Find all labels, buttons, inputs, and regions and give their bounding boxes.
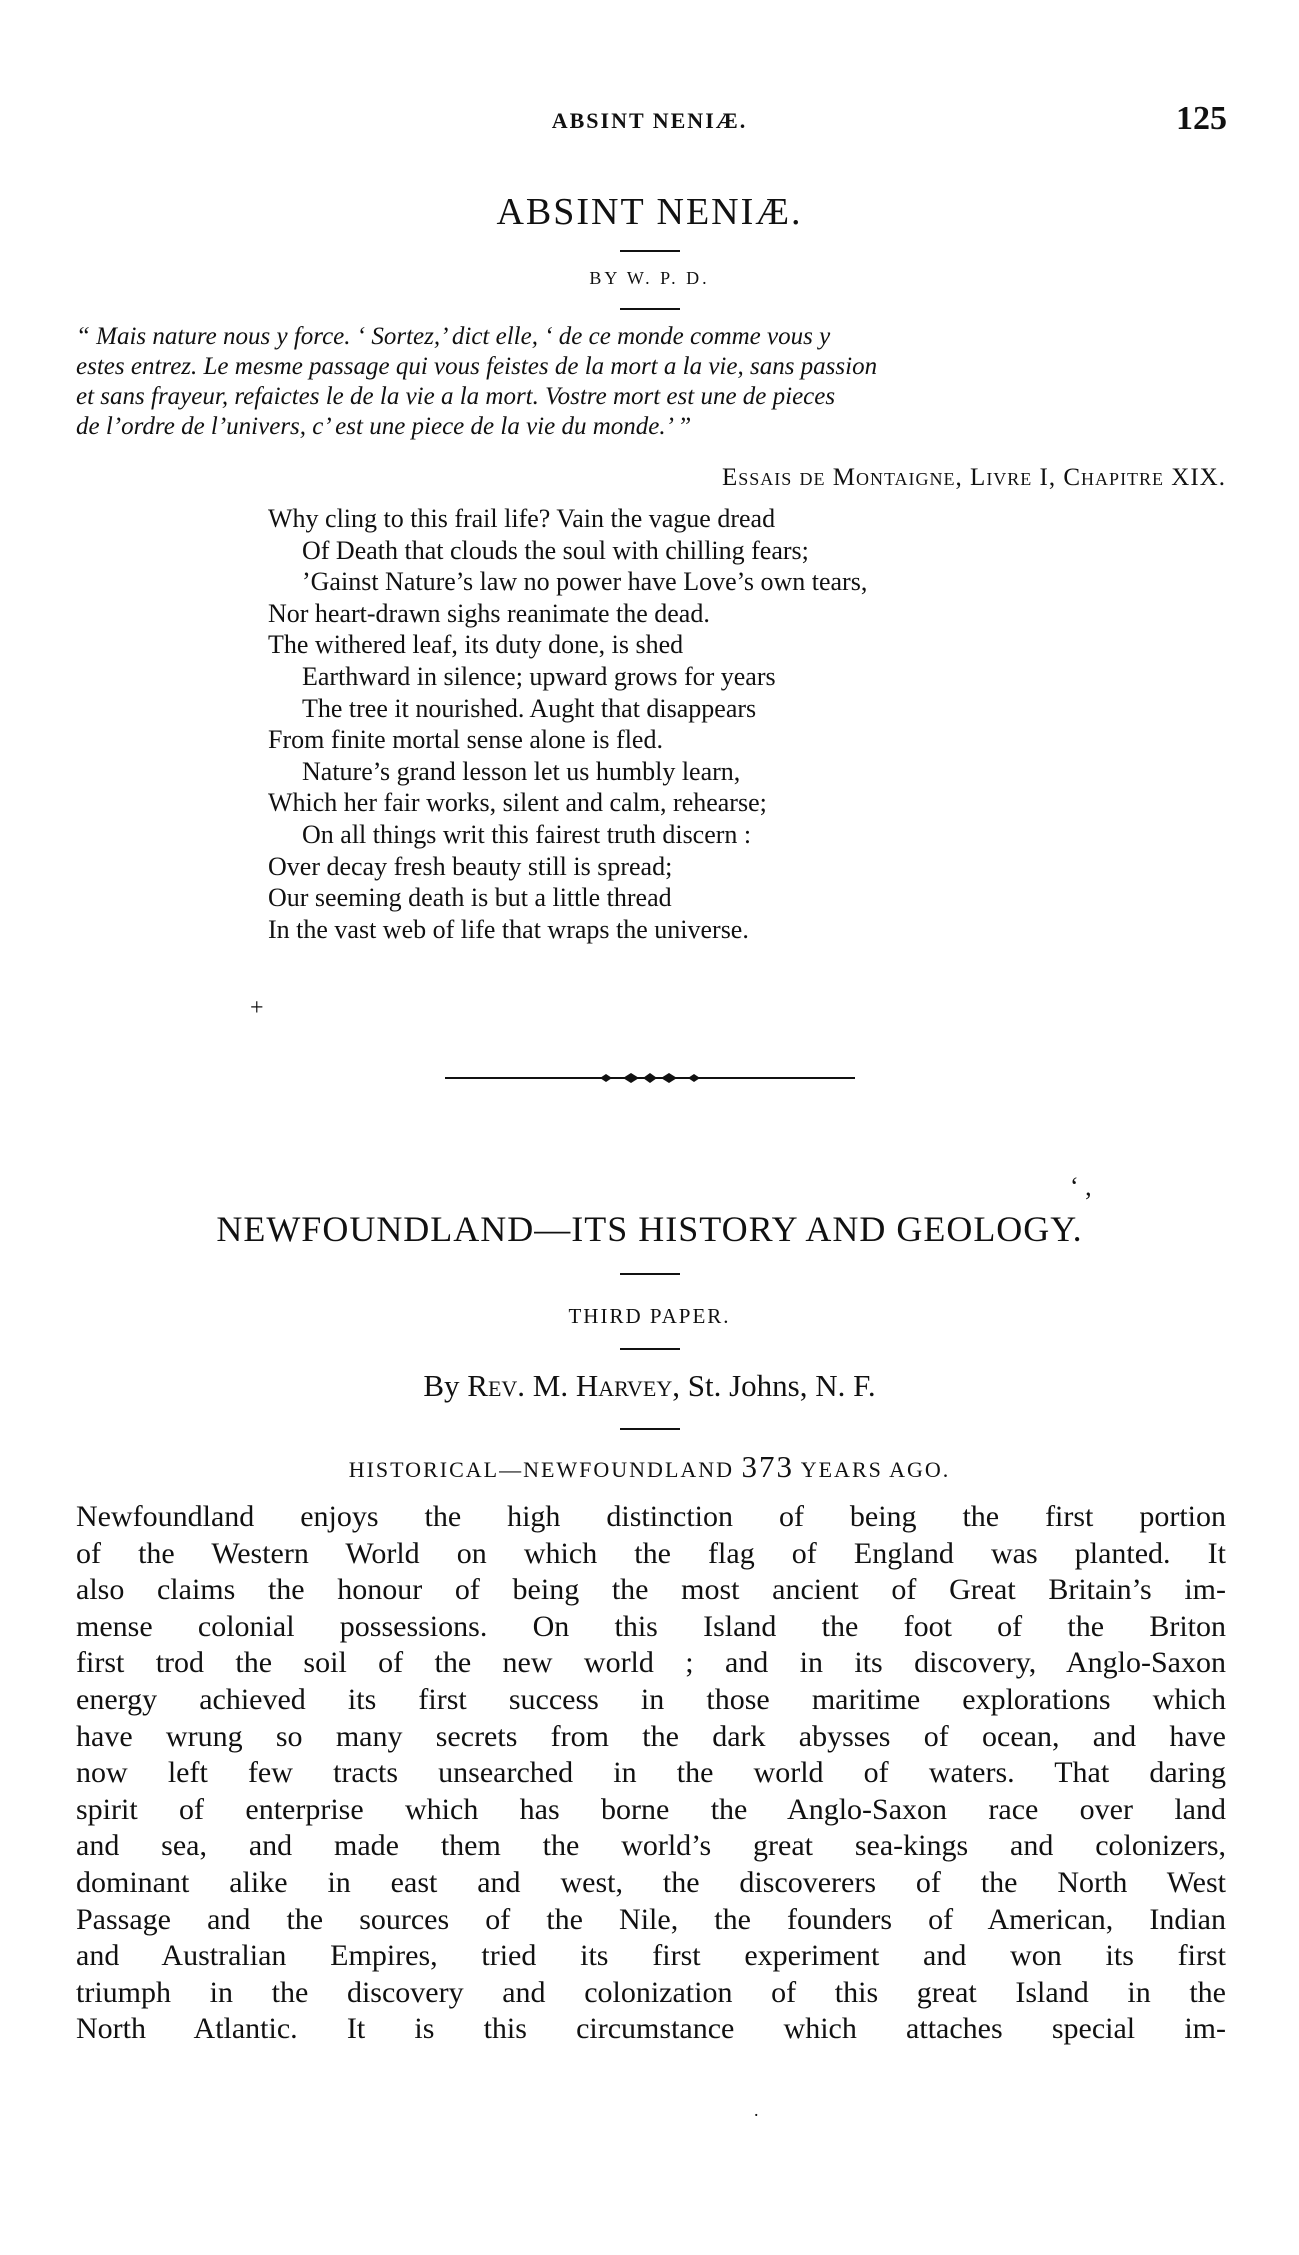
byline-rule — [620, 1428, 680, 1430]
poem-line: Which her fair works, silent and calm, rehearse; — [268, 788, 767, 818]
poem-title: ABSINT NENIÆ. — [496, 191, 803, 233]
body-line: and Australian Empires, tried its first experiment and won its first — [76, 1939, 1226, 1973]
page-number: 125 — [1176, 100, 1227, 137]
poem-line: Of Death that clouds the soul with chilling fears; — [302, 535, 809, 565]
poem-line: On all things writ this fairest truth discern : — [302, 819, 752, 849]
section-heading-year-count: 373 — [741, 1449, 795, 1484]
author-name: Rev. M. Harvey — [467, 1368, 673, 1403]
section-heading — [0, 1449, 1299, 1485]
stray-mark: + — [250, 995, 264, 1021]
poem-line: Why cling to this frail life? Vain the vague dread — [268, 504, 776, 533]
epigraph-line: de l’ordre de l’univers, c’ est une piece de la vie du monde.’ ” — [76, 413, 692, 440]
body-line: triumph in the discovery and colonization of this great Island in the — [76, 1975, 1226, 2009]
body-line: first trod the soil of the new world ; and in its discovery, Anglo-Saxon — [76, 1646, 1226, 1680]
poem-line: ’Gainst Nature’s law no power have Love’s own tears, — [302, 567, 868, 597]
author-place: , St. Johns, N. F. — [672, 1368, 876, 1403]
title-rule — [620, 250, 680, 252]
epigraph — [76, 322, 1226, 442]
article-byline — [0, 1368, 1299, 1404]
byline-prefix: By — [423, 1368, 460, 1403]
article-title: NEWFOUNDLAND—ITS HISTORY AND GEOLOGY. — [216, 1209, 1083, 1249]
title-rule — [620, 1273, 680, 1275]
article-subtitle: THIRD PAPER. — [568, 1304, 731, 1328]
epigraph-line: et sans frayeur, refaictes le de la vie a la mort. Vostre mort est une de pieces — [76, 383, 836, 410]
section-ornament — [445, 1071, 855, 1085]
body-line: mense colonial possessions. On this Island the foot of the Briton — [76, 1609, 1226, 1643]
stray-mark: ‘ , — [1070, 1172, 1092, 1201]
poem-line: Nor heart-drawn sighs reanimate the dead. — [268, 598, 710, 628]
article-body — [76, 1499, 1226, 2048]
poem-line: Nature’s grand lesson let us humbly learn, — [302, 756, 741, 786]
poem-line: Earthward in silence; upward grows for years — [302, 661, 776, 691]
poem-line: From finite mortal sense alone is fled. — [268, 725, 663, 755]
section-heading-part: HISTORICAL—NEWFOUNDLAND — [348, 1457, 735, 1482]
body-line: Newfoundland enjoys the high distinction of being the first portion — [76, 1500, 1226, 1533]
stray-mark: . — [754, 2100, 759, 2120]
body-line: of the Western World on which the flag of England was planted. It — [76, 1536, 1226, 1570]
poem-line: The withered leaf, its duty done, is shed — [268, 630, 684, 660]
subtitle-rule — [620, 1348, 680, 1350]
section-heading-part: YEARS AGO. — [800, 1457, 951, 1482]
poem-byline: BY W. P. D. — [589, 268, 710, 288]
body-line: and sea, and made them the world’s great sea-kings and colonizers, — [76, 1829, 1226, 1863]
body-line: have wrung so many secrets from the dark abysses of ocean, and have — [76, 1719, 1226, 1753]
poem-line: Our seeming death is but a little thread — [268, 883, 672, 913]
byline-rule — [620, 308, 680, 310]
poem — [268, 503, 1168, 945]
poem-line: In the vast web of life that wraps the universe. — [268, 914, 749, 944]
poem-line: The tree it nourished. Aught that disappears — [302, 693, 757, 723]
running-head-title: ABSINT NENIÆ. — [551, 108, 748, 133]
running-head — [0, 100, 1299, 140]
body-line: Passage and the sources of the Nile, the founders of American, Indian — [76, 1902, 1226, 1936]
body-line: also claims the honour of being the most ancient of Great Britain’s im- — [76, 1573, 1226, 1607]
body-line: spirit of enterprise which has borne the Anglo-Saxon race over land — [76, 1792, 1226, 1826]
body-line: now left few tracts unsearched in the world of waters. That daring — [76, 1756, 1226, 1790]
poem-line: Over decay fresh beauty still is spread; — [268, 851, 673, 881]
epigraph-attribution: Essais de Montaigne, Livre I, Chapitre XIX. — [721, 464, 1226, 491]
epigraph-line: “ Mais nature nous y force. ‘ Sortez,’ dict elle, ‘ de ce monde comme vous y — [76, 323, 831, 350]
epigraph-line: estes entrez. Le mesme passage qui vous feistes de la mort a la vie, sans passion — [76, 353, 878, 380]
body-line: North Atlantic. It is this circumstance which attaches special im- — [76, 2012, 1226, 2046]
body-line: dominant alike in east and west, the discoverers of the North West — [76, 1865, 1226, 1899]
body-line: energy achieved its first success in those maritime explorations which — [76, 1682, 1226, 1716]
